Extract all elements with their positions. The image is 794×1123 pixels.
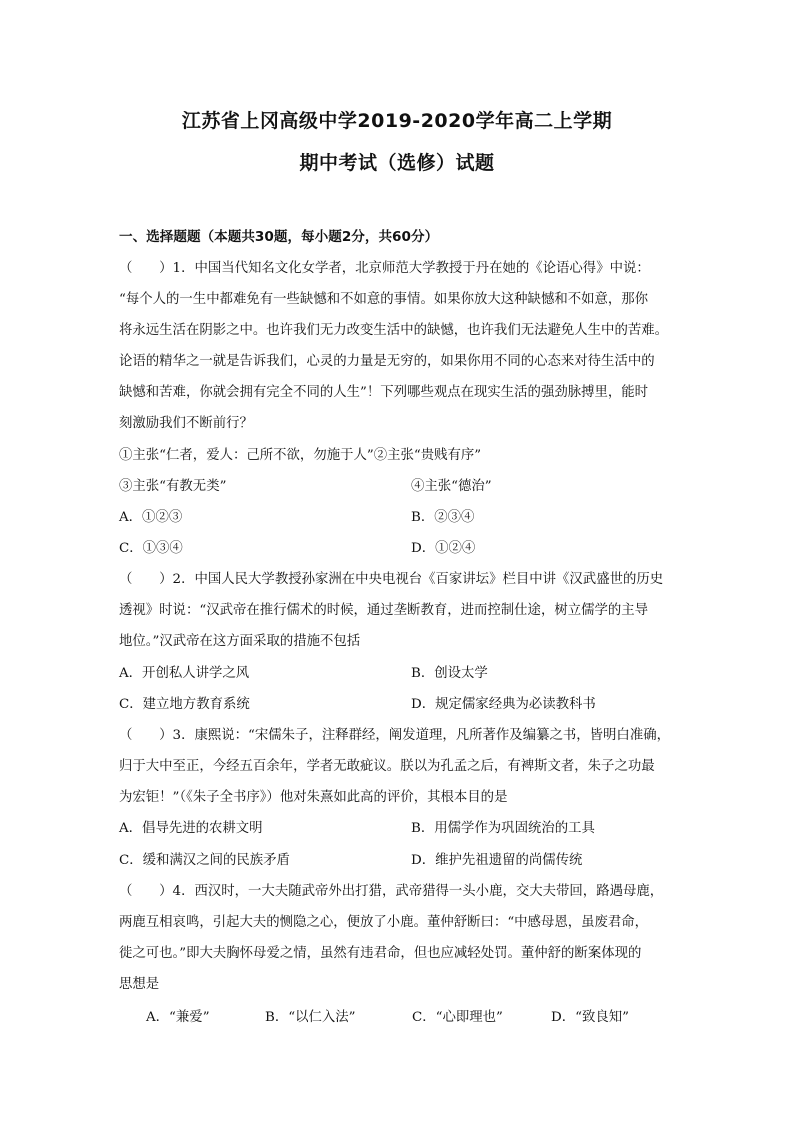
q4-line-3: 徙之可也。”即大夫胸怀母爱之情，虽然有违君命，但也应减轻处罚。董仲舒的断案体现的 <box>119 946 642 961</box>
q3-option-c: C．缓和满汉之间的民族矛盾 <box>119 853 290 868</box>
q1-line-2: “每个人的一生中都难免有一些缺憾和不如意的事情。如果你放大这种缺憾和不如意，那你 <box>119 292 649 307</box>
page-subtitle: 期中考试（选修）试题 <box>299 152 495 174</box>
q4-line-1: （ ）4．西汉时，一大夫随武帝外出打猎，武帝猎得一头小鹿，交大夫带回，路遇母鹿， <box>119 884 664 899</box>
section-header: 一、选择题题（本题共30题，每小题2分，共60分） <box>119 229 439 245</box>
q4-option-c: C．“心即理也” <box>412 1010 503 1025</box>
q3-line-2: 归于大中至正，今经五百余年，学者无敢疵议。朕以为孔孟之后，有裨斯文者，朱子之功最 <box>119 759 655 774</box>
q2-line-2: 透视》时说：“汉武帝在推行儒术的时候，通过垄断教育，进而控制仕途，树立儒学的主导 <box>119 603 649 618</box>
q4-option-b: B．“以仁入法” <box>265 1010 356 1025</box>
q3-line-1: （ ）3．康熙说：“宋儒朱子，注释群经，阐发道理，凡所著作及编纂之书，皆明白准确， <box>119 728 670 743</box>
q1-statement-4: ④主张“德治” <box>411 479 492 494</box>
q2-line-1: （ ）2．中国人民大学教授孙家洲在中央电视台《百家讲坛》栏目中讲《汉武盛世的历史 <box>119 572 664 587</box>
q1-option-a: A．①②③ <box>119 510 183 525</box>
q3-option-d: D．维护先祖遗留的尚儒传统 <box>411 853 583 868</box>
q4-option-a: A．“兼爱” <box>146 1010 210 1025</box>
q3-line-3: 为宏钜！”（《朱子全书序》）他对朱熹如此高的评价，其根本目的是 <box>119 790 508 805</box>
q2-option-d: D．规定儒家经典为必读教科书 <box>411 697 596 712</box>
q1-line-3: 将永远生活在阴影之中。也许我们无力改变生活中的缺憾，也许我们无法避免人生中的苦难。 <box>119 323 669 338</box>
q3-option-a: A．倡导先进的农耕文明 <box>119 821 263 836</box>
q1-statement-3: ③主张“有教无类” <box>119 479 227 494</box>
q2-line-3: 地位。”汉武帝在这方面采取的措施不包括 <box>119 634 361 649</box>
q1-line-4: 论语的精华之一就是告诉我们，心灵的力量是无穷的，如果你用不同的心态来对待生活中的 <box>119 354 655 369</box>
q4-line-4: 思想是 <box>119 977 160 992</box>
q2-option-c: C．建立地方教育系统 <box>119 697 250 712</box>
q1-statement-1-2: ①主张“仁者，爱人：己所不欲，勿施于人”②主张“贵贱有序” <box>119 448 482 463</box>
q2-option-b: B．创设太学 <box>411 666 488 681</box>
page-title: 江苏省上冈高级中学2019-2020学年高二上学期 <box>181 110 613 132</box>
q3-option-b: B．用儒学作为巩固统治的工具 <box>411 821 595 836</box>
q1-option-d: D．①②④ <box>411 541 476 556</box>
q4-option-d: D．“致良知” <box>551 1010 629 1025</box>
q1-option-b: B．②③④ <box>411 510 475 525</box>
q2-option-a: A．开创私人讲学之风 <box>119 666 250 681</box>
q1-option-c: C．①③④ <box>119 541 183 556</box>
q1-line-5: 缺憾和苦难，你就会拥有完全不同的人生”！下列哪些观点在现实生活的强劲脉搏里，能时 <box>119 385 649 400</box>
q1-line-6: 刻激励我们不断前行？ <box>119 416 253 431</box>
q1-line-1: （ ）1．中国当代知名文化女学者，北京师范大学教授于丹在她的《论语心得》中说： <box>119 261 650 276</box>
q4-line-2: 两鹿互相哀鸣，引起大夫的恻隐之心，便放了小鹿。董仲舒断曰：“中感母恩，虽废君命， <box>119 915 649 930</box>
